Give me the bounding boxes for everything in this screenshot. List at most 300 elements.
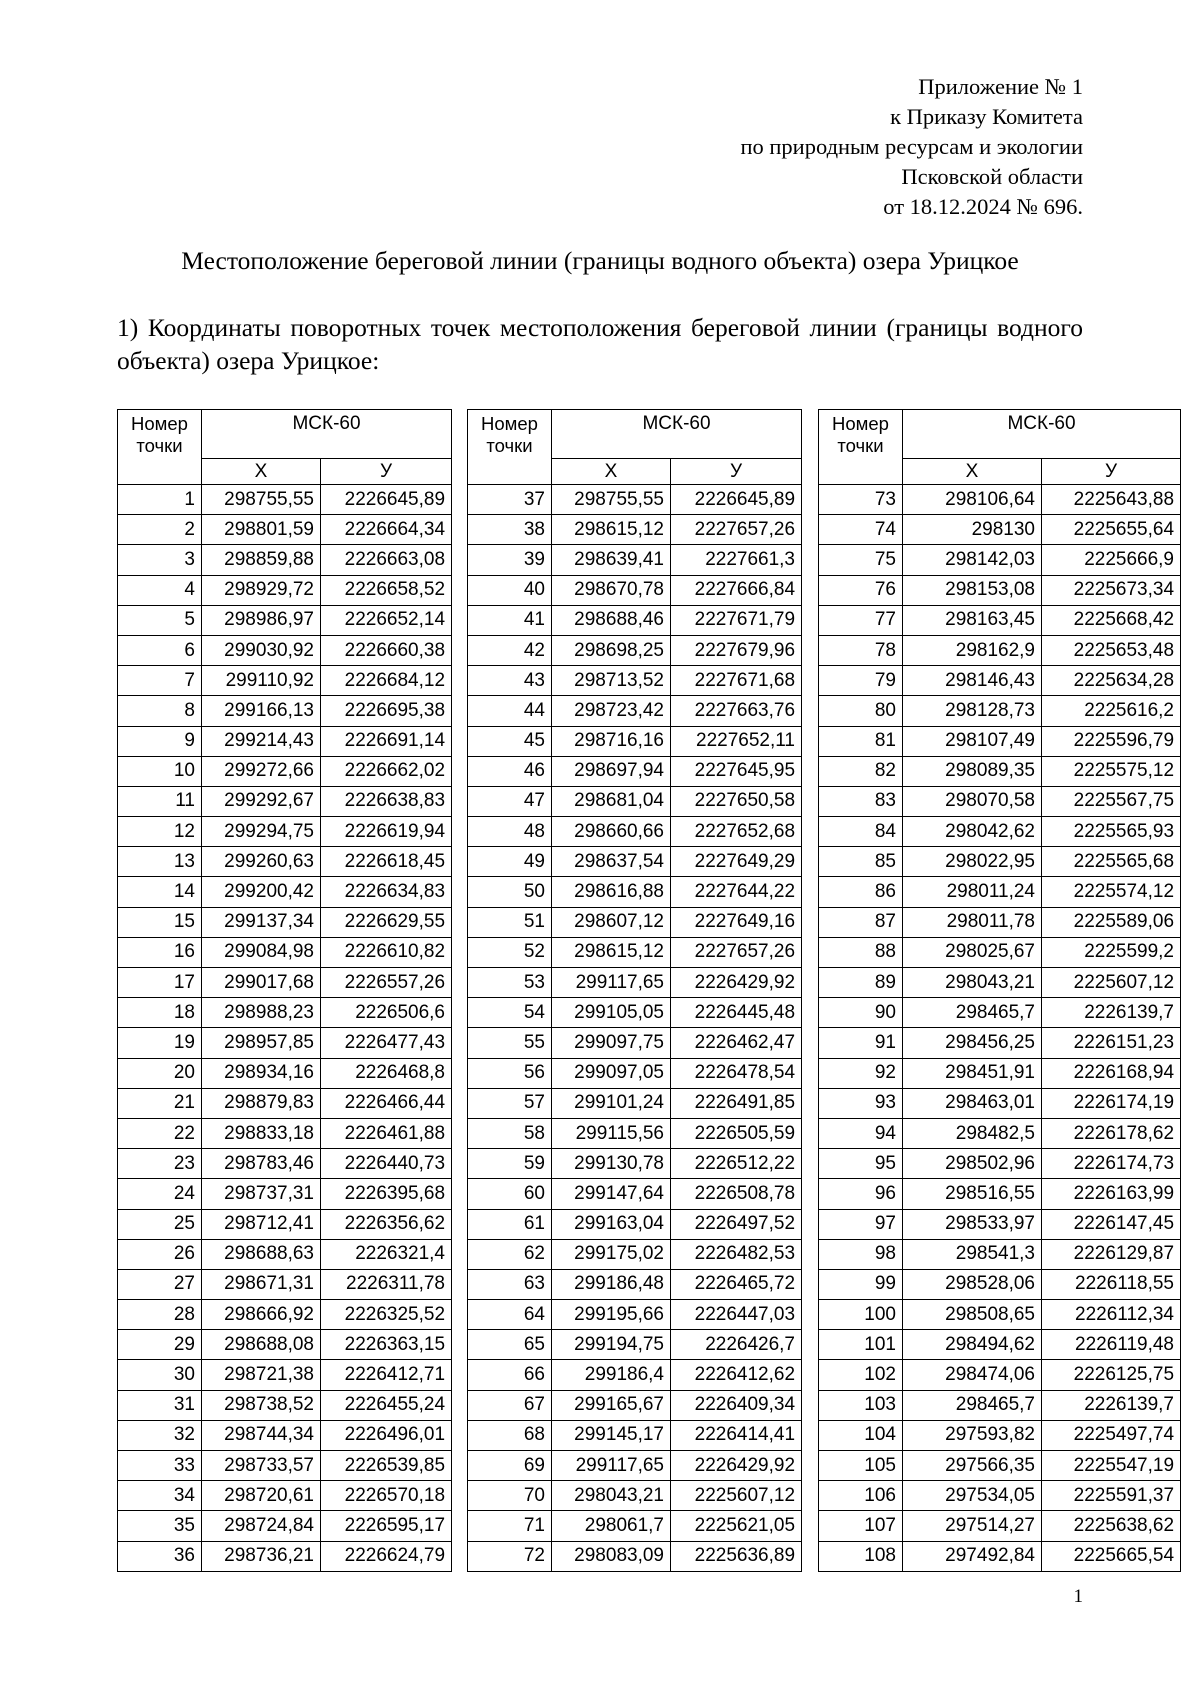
table-row	[468, 1149, 802, 1179]
table-row	[118, 937, 452, 967]
y-coordinate-cell: 2226691,14	[321, 726, 452, 756]
header-x: X	[903, 459, 1042, 485]
point-number-cell: 80	[819, 696, 903, 726]
point-number-cell: 31	[118, 1390, 202, 1420]
table-row	[468, 1300, 802, 1330]
x-coordinate-cell: 298721,38	[202, 1360, 321, 1390]
y-coordinate-cell: 2226409,34	[671, 1390, 802, 1420]
x-coordinate-cell: 299294,75	[202, 817, 321, 847]
x-coordinate-cell: 298716,16	[552, 726, 671, 756]
table-row	[468, 605, 802, 635]
x-coordinate-cell: 298736,21	[202, 1541, 321, 1571]
x-coordinate-cell: 298616,88	[552, 877, 671, 907]
point-number-cell: 26	[118, 1239, 202, 1269]
y-coordinate-cell: 2227644,22	[671, 877, 802, 907]
y-coordinate-cell: 2225596,79	[1042, 726, 1181, 756]
table-row	[118, 485, 452, 515]
point-number-cell: 1	[118, 485, 202, 515]
y-coordinate-cell: 2227671,79	[671, 605, 802, 635]
header-coordinate-system: МСК-60	[903, 410, 1181, 459]
x-coordinate-cell: 298986,97	[202, 605, 321, 635]
x-coordinate-cell: 298130	[903, 515, 1042, 545]
point-number-cell: 24	[118, 1179, 202, 1209]
y-coordinate-cell: 2226321,4	[321, 1239, 452, 1269]
table-row	[819, 817, 1181, 847]
x-coordinate-cell: 298146,43	[903, 666, 1042, 696]
table-row	[468, 1179, 802, 1209]
y-coordinate-cell: 2226455,24	[321, 1390, 452, 1420]
table-row	[819, 1209, 1181, 1239]
x-coordinate-cell: 299200,42	[202, 877, 321, 907]
table-row	[468, 756, 802, 786]
table-row	[118, 1118, 452, 1148]
y-coordinate-cell: 2226638,83	[321, 786, 452, 816]
point-number-cell: 14	[118, 877, 202, 907]
y-coordinate-cell: 2226634,83	[321, 877, 452, 907]
y-coordinate-cell: 2226557,26	[321, 968, 452, 998]
x-coordinate-cell: 297593,82	[903, 1420, 1042, 1450]
table-row	[118, 907, 452, 937]
y-coordinate-cell: 2226505,59	[671, 1118, 802, 1148]
point-number-cell: 13	[118, 847, 202, 877]
y-coordinate-cell: 2226395,68	[321, 1179, 452, 1209]
y-coordinate-cell: 2226163,99	[1042, 1179, 1181, 1209]
point-number-cell: 51	[468, 907, 552, 937]
header-point-number: Номер точки	[819, 410, 903, 485]
appendix-line: по природным ресурсам и экологии	[740, 134, 1083, 159]
x-coordinate-cell: 298465,7	[903, 1390, 1042, 1420]
point-number-cell: 85	[819, 847, 903, 877]
table-row	[819, 1390, 1181, 1420]
point-number-cell: 97	[819, 1209, 903, 1239]
y-coordinate-cell: 2226506,6	[321, 998, 452, 1028]
y-coordinate-cell: 2225655,64	[1042, 515, 1181, 545]
x-coordinate-cell: 299186,48	[552, 1269, 671, 1299]
coordinates-table-3	[818, 409, 1181, 1572]
y-coordinate-cell: 2226468,8	[321, 1058, 452, 1088]
x-coordinate-cell: 298502,96	[903, 1149, 1042, 1179]
point-number-cell: 60	[468, 1179, 552, 1209]
point-number-cell: 77	[819, 605, 903, 635]
y-coordinate-cell: 2226174,73	[1042, 1149, 1181, 1179]
table-row	[819, 1118, 1181, 1148]
x-coordinate-cell: 298022,95	[903, 847, 1042, 877]
y-coordinate-cell: 2227649,29	[671, 847, 802, 877]
point-number-cell: 76	[819, 575, 903, 605]
point-number-cell: 87	[819, 907, 903, 937]
x-coordinate-cell: 298106,64	[903, 485, 1042, 515]
point-number-cell: 88	[819, 937, 903, 967]
table-row	[468, 1360, 802, 1390]
y-coordinate-cell: 2226645,89	[671, 485, 802, 515]
table-row	[118, 726, 452, 756]
y-coordinate-cell: 2225668,42	[1042, 605, 1181, 635]
table-row	[819, 907, 1181, 937]
x-coordinate-cell: 298107,49	[903, 726, 1042, 756]
point-number-cell: 5	[118, 605, 202, 635]
point-number-cell: 58	[468, 1118, 552, 1148]
x-coordinate-cell: 298011,24	[903, 877, 1042, 907]
table-row	[819, 1058, 1181, 1088]
x-coordinate-cell: 298025,67	[903, 937, 1042, 967]
y-coordinate-cell: 2225574,12	[1042, 877, 1181, 907]
point-number-cell: 103	[819, 1390, 903, 1420]
table-row	[468, 575, 802, 605]
table-row	[118, 515, 452, 545]
point-number-cell: 57	[468, 1088, 552, 1118]
point-number-cell: 107	[819, 1511, 903, 1541]
table-row	[118, 1058, 452, 1088]
point-number-cell: 55	[468, 1028, 552, 1058]
y-coordinate-cell: 2226325,52	[321, 1300, 452, 1330]
table-row	[468, 786, 802, 816]
y-coordinate-cell: 2226447,03	[671, 1300, 802, 1330]
table-row	[118, 1209, 452, 1239]
x-coordinate-cell: 298712,41	[202, 1209, 321, 1239]
y-coordinate-cell: 2225607,12	[671, 1481, 802, 1511]
y-coordinate-cell: 2226477,43	[321, 1028, 452, 1058]
point-number-cell: 82	[819, 756, 903, 786]
point-number-cell: 101	[819, 1330, 903, 1360]
y-coordinate-cell: 2226356,62	[321, 1209, 452, 1239]
y-coordinate-cell: 2227671,68	[671, 666, 802, 696]
y-coordinate-cell: 2227652,11	[671, 726, 802, 756]
point-number-cell: 25	[118, 1209, 202, 1239]
x-coordinate-cell: 298934,16	[202, 1058, 321, 1088]
x-coordinate-cell: 298011,78	[903, 907, 1042, 937]
y-coordinate-cell: 2226663,08	[321, 545, 452, 575]
y-coordinate-cell: 2226618,45	[321, 847, 452, 877]
table-row	[468, 937, 802, 967]
table-row	[118, 1511, 452, 1541]
coordinates-table-2	[467, 409, 802, 1572]
point-number-cell: 99	[819, 1269, 903, 1299]
point-number-cell: 9	[118, 726, 202, 756]
y-coordinate-cell: 2227657,26	[671, 937, 802, 967]
x-coordinate-cell: 298688,46	[552, 605, 671, 635]
y-coordinate-cell: 2226462,47	[671, 1028, 802, 1058]
table-row	[468, 696, 802, 726]
table-row	[819, 998, 1181, 1028]
x-coordinate-cell: 299115,56	[552, 1118, 671, 1148]
table-row	[819, 1330, 1181, 1360]
x-coordinate-cell: 298163,45	[903, 605, 1042, 635]
x-coordinate-cell: 298723,42	[552, 696, 671, 726]
y-coordinate-cell: 2226139,7	[1042, 1390, 1181, 1420]
y-coordinate-cell: 2226652,14	[321, 605, 452, 635]
y-coordinate-cell: 2227657,26	[671, 515, 802, 545]
table-row	[468, 1511, 802, 1541]
point-number-cell: 91	[819, 1028, 903, 1058]
y-coordinate-cell: 2226426,7	[671, 1330, 802, 1360]
y-coordinate-cell: 2226624,79	[321, 1541, 452, 1571]
table-row	[468, 907, 802, 937]
table-row	[819, 545, 1181, 575]
point-number-cell: 104	[819, 1420, 903, 1450]
coordinates-table-1	[117, 409, 452, 1572]
table-row	[819, 1269, 1181, 1299]
y-coordinate-cell: 2227650,58	[671, 786, 802, 816]
x-coordinate-cell: 298801,59	[202, 515, 321, 545]
point-number-cell: 86	[819, 877, 903, 907]
point-number-cell: 32	[118, 1420, 202, 1450]
x-coordinate-cell: 298142,03	[903, 545, 1042, 575]
point-number-cell: 30	[118, 1360, 202, 1390]
x-coordinate-cell: 299110,92	[202, 666, 321, 696]
table-row	[118, 968, 452, 998]
x-coordinate-cell: 298879,83	[202, 1088, 321, 1118]
point-number-cell: 41	[468, 605, 552, 635]
y-coordinate-cell: 2226466,44	[321, 1088, 452, 1118]
point-number-cell: 42	[468, 635, 552, 665]
x-coordinate-cell: 299137,34	[202, 907, 321, 937]
x-coordinate-cell: 298043,21	[552, 1481, 671, 1511]
point-number-cell: 96	[819, 1179, 903, 1209]
y-coordinate-cell: 2227649,16	[671, 907, 802, 937]
x-coordinate-cell: 298737,31	[202, 1179, 321, 1209]
point-number-cell: 4	[118, 575, 202, 605]
y-coordinate-cell: 2226658,52	[321, 575, 452, 605]
y-coordinate-cell: 2226497,52	[671, 1209, 802, 1239]
intro-paragraph: 1) Координаты поворотных точек местоположения береговой линии (границы водного объекта) озера Урицкое:	[117, 313, 1083, 375]
table-row	[468, 1088, 802, 1118]
table-row	[118, 1390, 452, 1420]
point-number-cell: 81	[819, 726, 903, 756]
x-coordinate-cell: 298833,18	[202, 1118, 321, 1148]
y-coordinate-cell: 2226174,19	[1042, 1088, 1181, 1118]
y-coordinate-cell: 2226508,78	[671, 1179, 802, 1209]
appendix-line: Приложение № 1	[918, 74, 1083, 99]
point-number-cell: 74	[819, 515, 903, 545]
table-row	[468, 666, 802, 696]
table-row	[118, 1330, 452, 1360]
point-number-cell: 22	[118, 1118, 202, 1148]
point-number-cell: 98	[819, 1239, 903, 1269]
y-coordinate-cell: 2225607,12	[1042, 968, 1181, 998]
y-coordinate-cell: 2226465,72	[671, 1269, 802, 1299]
header-y: У	[321, 459, 452, 485]
y-coordinate-cell: 2225673,34	[1042, 575, 1181, 605]
table-row	[819, 1239, 1181, 1269]
y-coordinate-cell: 2226539,85	[321, 1451, 452, 1481]
point-number-cell: 68	[468, 1420, 552, 1450]
table-row	[819, 1300, 1181, 1330]
point-number-cell: 89	[819, 968, 903, 998]
x-coordinate-cell: 299097,75	[552, 1028, 671, 1058]
x-coordinate-cell: 299260,63	[202, 847, 321, 877]
header-y: У	[671, 459, 802, 485]
point-number-cell: 15	[118, 907, 202, 937]
x-coordinate-cell: 299147,64	[552, 1179, 671, 1209]
table-row	[819, 1541, 1181, 1571]
table-row	[468, 1451, 802, 1481]
point-number-cell: 50	[468, 877, 552, 907]
table-row	[819, 1451, 1181, 1481]
x-coordinate-cell: 299101,24	[552, 1088, 671, 1118]
table-row	[118, 1451, 452, 1481]
table-row	[118, 696, 452, 726]
point-number-cell: 33	[118, 1451, 202, 1481]
point-number-cell: 90	[819, 998, 903, 1028]
table-row	[468, 1481, 802, 1511]
y-coordinate-cell: 2226363,15	[321, 1330, 452, 1360]
table-body	[468, 485, 802, 1572]
appendix-line: Псковской области	[901, 164, 1083, 189]
table-row	[819, 605, 1181, 635]
header-coordinate-system: МСК-60	[552, 410, 802, 459]
x-coordinate-cell: 298957,85	[202, 1028, 321, 1058]
table-row	[468, 1209, 802, 1239]
table-row	[819, 1420, 1181, 1450]
x-coordinate-cell: 298516,55	[903, 1179, 1042, 1209]
y-coordinate-cell: 2226645,89	[321, 485, 452, 515]
point-number-cell: 95	[819, 1149, 903, 1179]
table-row	[118, 756, 452, 786]
y-coordinate-cell: 2227666,84	[671, 575, 802, 605]
table-row	[468, 1541, 802, 1571]
x-coordinate-cell: 298153,08	[903, 575, 1042, 605]
point-number-cell: 37	[468, 485, 552, 515]
y-coordinate-cell: 2226664,34	[321, 515, 452, 545]
table-body	[819, 485, 1181, 1572]
point-number-cell: 48	[468, 817, 552, 847]
table-row	[118, 1541, 452, 1571]
point-number-cell: 10	[118, 756, 202, 786]
x-coordinate-cell: 298528,06	[903, 1269, 1042, 1299]
table-row	[468, 1269, 802, 1299]
x-coordinate-cell: 298508,65	[903, 1300, 1042, 1330]
x-coordinate-cell: 299175,02	[552, 1239, 671, 1269]
x-coordinate-cell: 298929,72	[202, 575, 321, 605]
point-number-cell: 40	[468, 575, 552, 605]
y-coordinate-cell: 2227661,3	[671, 545, 802, 575]
x-coordinate-cell: 298744,34	[202, 1420, 321, 1450]
point-number-cell: 93	[819, 1088, 903, 1118]
x-coordinate-cell: 299097,05	[552, 1058, 671, 1088]
table-row	[468, 1118, 802, 1148]
y-coordinate-cell: 2226491,85	[671, 1088, 802, 1118]
y-coordinate-cell: 2225634,28	[1042, 666, 1181, 696]
point-number-cell: 45	[468, 726, 552, 756]
point-number-cell: 78	[819, 635, 903, 665]
appendix-header	[740, 72, 1083, 222]
table-row	[468, 968, 802, 998]
x-coordinate-cell: 299195,66	[552, 1300, 671, 1330]
table-row	[819, 1028, 1181, 1058]
x-coordinate-cell: 298639,41	[552, 545, 671, 575]
point-number-cell: 105	[819, 1451, 903, 1481]
table-row	[819, 726, 1181, 756]
point-number-cell: 3	[118, 545, 202, 575]
y-coordinate-cell: 2226461,88	[321, 1118, 452, 1148]
y-coordinate-cell: 2225643,88	[1042, 485, 1181, 515]
y-coordinate-cell: 2225599,2	[1042, 937, 1181, 967]
point-number-cell: 21	[118, 1088, 202, 1118]
point-number-cell: 72	[468, 1541, 552, 1571]
x-coordinate-cell: 299292,67	[202, 786, 321, 816]
point-number-cell: 8	[118, 696, 202, 726]
table-row	[819, 937, 1181, 967]
table-row	[468, 998, 802, 1028]
y-coordinate-cell: 2225575,12	[1042, 756, 1181, 786]
table-row	[118, 847, 452, 877]
header-x: X	[202, 459, 321, 485]
point-number-cell: 69	[468, 1451, 552, 1481]
header-x: X	[552, 459, 671, 485]
point-number-cell: 49	[468, 847, 552, 877]
x-coordinate-cell: 298607,12	[552, 907, 671, 937]
point-number-cell: 47	[468, 786, 552, 816]
header-coordinate-system: МСК-60	[202, 410, 452, 459]
point-number-cell: 23	[118, 1149, 202, 1179]
x-coordinate-cell: 298089,35	[903, 756, 1042, 786]
y-coordinate-cell: 2226168,94	[1042, 1058, 1181, 1088]
table-row	[468, 1239, 802, 1269]
table-row	[118, 1179, 452, 1209]
table-row	[819, 515, 1181, 545]
table-row	[118, 605, 452, 635]
table-row	[819, 485, 1181, 515]
y-coordinate-cell: 2225636,89	[671, 1541, 802, 1571]
x-coordinate-cell: 299084,98	[202, 937, 321, 967]
x-coordinate-cell: 298681,04	[552, 786, 671, 816]
table-row	[819, 1481, 1181, 1511]
x-coordinate-cell: 298660,66	[552, 817, 671, 847]
table-row	[118, 575, 452, 605]
table-row	[468, 545, 802, 575]
table-row	[118, 635, 452, 665]
y-coordinate-cell: 2226662,02	[321, 756, 452, 786]
table-row	[819, 756, 1181, 786]
table-row	[819, 696, 1181, 726]
point-number-cell: 56	[468, 1058, 552, 1088]
point-number-cell: 19	[118, 1028, 202, 1058]
x-coordinate-cell: 298061,7	[552, 1511, 671, 1541]
x-coordinate-cell: 298688,63	[202, 1239, 321, 1269]
x-coordinate-cell: 299130,78	[552, 1149, 671, 1179]
x-coordinate-cell: 298738,52	[202, 1390, 321, 1420]
point-number-cell: 44	[468, 696, 552, 726]
table-row	[468, 1330, 802, 1360]
point-number-cell: 43	[468, 666, 552, 696]
y-coordinate-cell: 2226429,92	[671, 968, 802, 998]
x-coordinate-cell: 298474,06	[903, 1360, 1042, 1390]
header-point-number: Номер точки	[468, 410, 552, 485]
point-number-cell: 39	[468, 545, 552, 575]
point-number-cell: 108	[819, 1541, 903, 1571]
x-coordinate-cell: 298541,3	[903, 1239, 1042, 1269]
x-coordinate-cell: 299105,05	[552, 998, 671, 1028]
x-coordinate-cell: 298482,5	[903, 1118, 1042, 1148]
x-coordinate-cell: 298755,55	[552, 485, 671, 515]
x-coordinate-cell: 299214,43	[202, 726, 321, 756]
y-coordinate-cell: 2226139,7	[1042, 998, 1181, 1028]
point-number-cell: 20	[118, 1058, 202, 1088]
y-coordinate-cell: 2226311,78	[321, 1269, 452, 1299]
point-number-cell: 61	[468, 1209, 552, 1239]
point-number-cell: 17	[118, 968, 202, 998]
x-coordinate-cell: 298494,62	[903, 1330, 1042, 1360]
point-number-cell: 28	[118, 1300, 202, 1330]
table-row	[468, 1058, 802, 1088]
y-coordinate-cell: 2226482,53	[671, 1239, 802, 1269]
x-coordinate-cell: 298451,91	[903, 1058, 1042, 1088]
point-number-cell: 83	[819, 786, 903, 816]
y-coordinate-cell: 2226129,87	[1042, 1239, 1181, 1269]
appendix-line: к Приказу Комитета	[890, 104, 1083, 129]
x-coordinate-cell: 298755,55	[202, 485, 321, 515]
point-number-cell: 100	[819, 1300, 903, 1330]
